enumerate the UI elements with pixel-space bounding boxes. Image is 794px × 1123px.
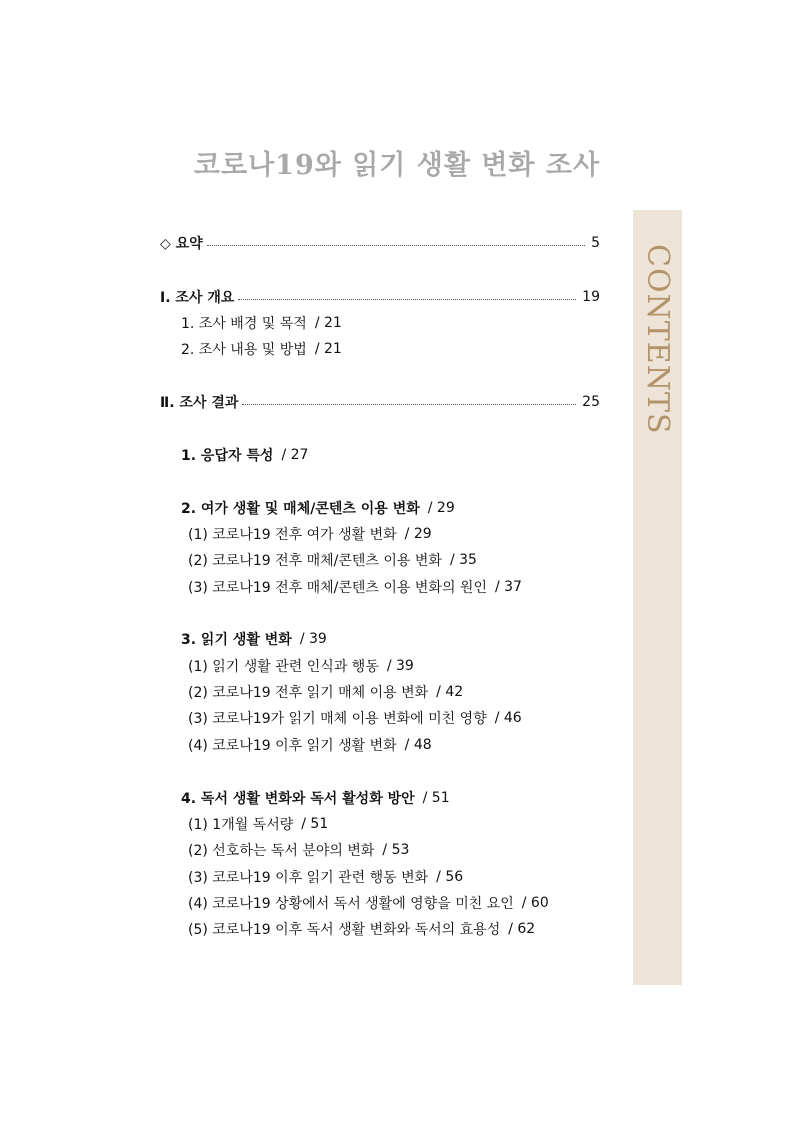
item-label: 2. 조사 내용 및 방법	[181, 342, 307, 358]
toc-subitem[interactable]	[188, 891, 549, 915]
subitem-label: (4) 코로나19 상황에서 독서 생활에 영향을 미친 요인	[188, 896, 514, 912]
toc-section-results[interactable]	[160, 390, 600, 414]
group-page: / 39	[299, 631, 327, 647]
section-label: Ⅰ. 조사 개요	[160, 290, 235, 306]
subitem-page: / 46	[494, 710, 522, 726]
group-page: / 51	[422, 790, 450, 806]
toc-item[interactable]	[181, 311, 342, 335]
toc-item[interactable]	[181, 337, 342, 361]
toc-subitem[interactable]	[188, 838, 409, 862]
subitem-page: / 37	[494, 579, 522, 595]
toc-group[interactable]	[181, 627, 327, 651]
section-page: 5	[591, 235, 600, 251]
toc-section-summary[interactable]	[160, 231, 600, 255]
toc-subitem[interactable]	[188, 733, 432, 757]
group-label: 2. 여가 생활 및 매체/콘텐츠 이용 변화	[181, 501, 420, 517]
subitem-page: / 53	[382, 842, 410, 858]
item-label: 1. 조사 배경 및 목적	[181, 316, 307, 332]
subitem-page: / 29	[404, 526, 432, 542]
toc-group[interactable]	[181, 786, 450, 810]
subitem-label: (1) 읽기 생활 관련 인식과 행동	[188, 659, 379, 675]
toc-group[interactable]	[181, 443, 308, 467]
item-page: / 21	[314, 315, 342, 331]
subitem-page: / 42	[436, 684, 464, 700]
toc-subitem[interactable]	[188, 548, 477, 572]
subitem-page: / 56	[436, 869, 464, 885]
subitem-label: (3) 코로나19 전후 매체/콘텐츠 이용 변화의 원인	[188, 580, 487, 596]
toc-group[interactable]	[181, 496, 455, 520]
section-page: 19	[582, 289, 600, 305]
toc-section-overview[interactable]	[160, 285, 600, 309]
dot-leader	[238, 299, 576, 300]
section-label: Ⅱ. 조사 결과	[160, 395, 239, 411]
subitem-page: / 39	[386, 658, 414, 674]
toc-subitem[interactable]	[188, 654, 414, 678]
subitem-label: (4) 코로나19 이후 읽기 생활 변화	[188, 738, 397, 754]
group-label: 1. 응답자 특성	[181, 448, 274, 464]
toc-subitem[interactable]	[188, 917, 535, 941]
dot-leader	[242, 404, 576, 405]
section-label: ◇ 요약	[160, 236, 203, 252]
subitem-page: / 35	[449, 552, 477, 568]
subitem-page: / 60	[521, 895, 549, 911]
toc-subitem[interactable]	[188, 575, 522, 599]
subitem-label: (3) 코로나19가 읽기 매체 이용 변화에 미친 영향	[188, 711, 487, 727]
subitem-label: (1) 1개월 독서량	[188, 817, 294, 833]
dot-leader	[207, 245, 585, 246]
group-label: 3. 읽기 생활 변화	[181, 632, 292, 648]
toc-subitem[interactable]	[188, 706, 522, 730]
contents-side-label	[633, 244, 682, 444]
toc-subitem[interactable]	[188, 680, 463, 704]
group-label: 4. 독서 생활 변화와 독서 활성화 방안	[181, 791, 415, 807]
subitem-page: / 62	[508, 921, 536, 937]
subitem-page: / 51	[301, 816, 329, 832]
contents-label-text: CONTENTS	[640, 244, 675, 435]
group-page: / 29	[427, 500, 455, 516]
subitem-label: (3) 코로나19 이후 읽기 관련 행동 변화	[188, 870, 429, 886]
item-page: / 21	[314, 341, 342, 357]
section-page: 25	[582, 394, 600, 410]
subitem-label: (2) 선호하는 독서 분야의 변화	[188, 843, 375, 859]
subitem-label: (2) 코로나19 전후 읽기 매체 이용 변화	[188, 685, 429, 701]
toc-subitem[interactable]	[188, 865, 463, 889]
group-page: / 27	[281, 447, 309, 463]
subitem-label: (2) 코로나19 전후 매체/콘텐츠 이용 변화	[188, 553, 442, 569]
toc-subitem[interactable]	[188, 522, 432, 546]
document-title: 코로나19와 읽기 생활 변화 조사	[193, 150, 601, 181]
subitem-label: (5) 코로나19 이후 독서 생활 변화와 독서의 효용성	[188, 922, 501, 938]
subitem-label: (1) 코로나19 전후 여가 생활 변화	[188, 527, 397, 543]
toc-subitem[interactable]	[188, 812, 328, 836]
subitem-page: / 48	[404, 737, 432, 753]
